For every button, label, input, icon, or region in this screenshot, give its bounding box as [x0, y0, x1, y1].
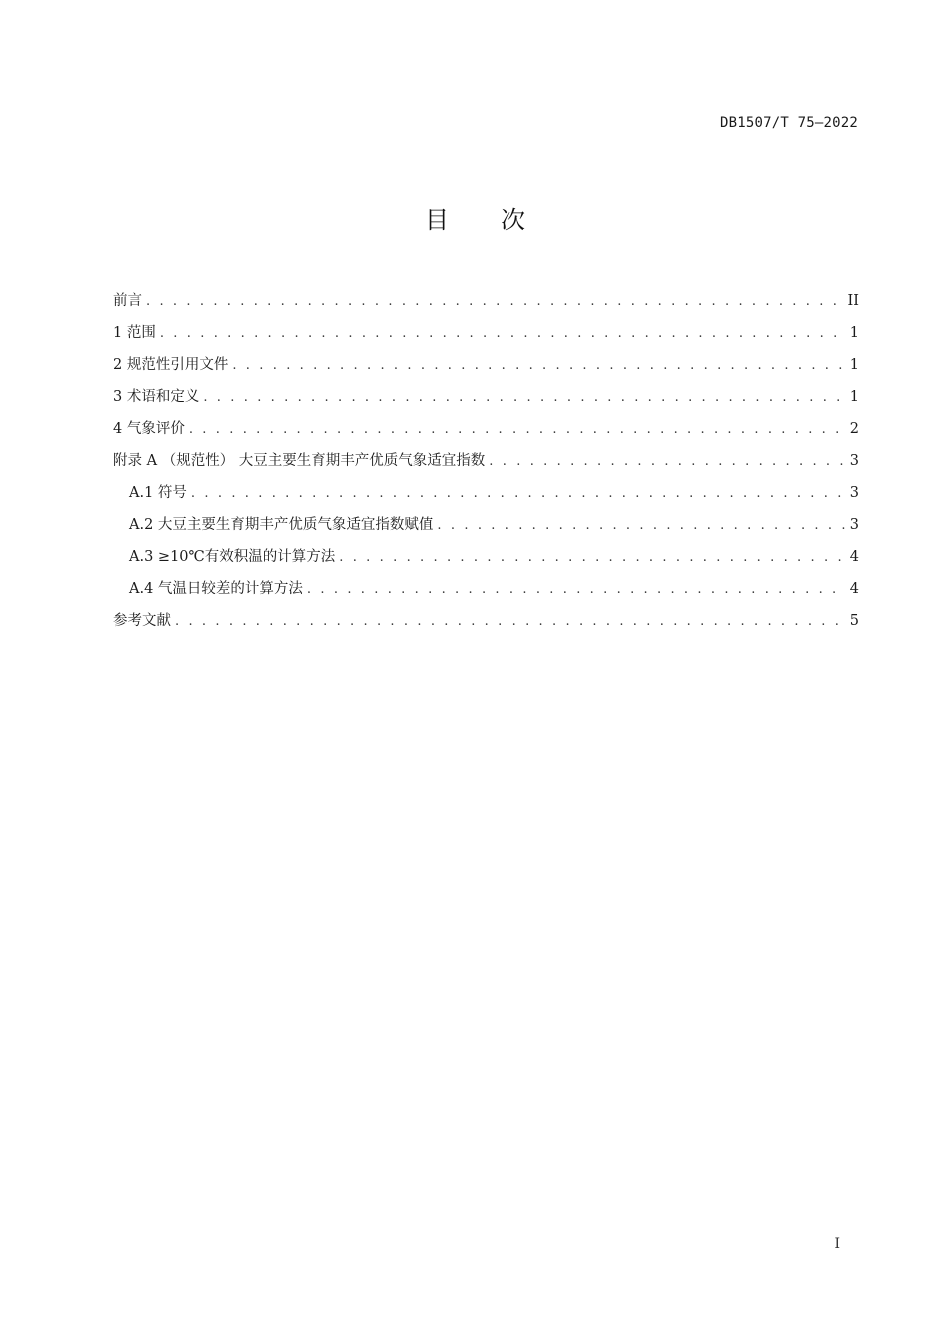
toc-entry-label: 附录 A （规范性） 大豆主要生育期丰产优质气象适宜指数	[113, 453, 486, 469]
toc-entry-page: 4	[849, 549, 859, 565]
table-of-contents	[113, 285, 859, 637]
toc-dot-leader	[232, 350, 845, 382]
toc-dot-leader	[189, 414, 846, 446]
document-code: DB1507/T 75—2022	[719, 115, 858, 131]
toc-entry-evaluation[interactable]	[113, 413, 859, 445]
toc-entry-page: 1	[849, 389, 859, 405]
toc-dot-leader	[146, 286, 844, 318]
toc-entry-label: 1 范围	[113, 325, 156, 341]
toc-entry-a4[interactable]	[113, 573, 859, 605]
toc-entry-page: 1	[849, 325, 859, 341]
toc-entry-label: A.3 ≥10℃有效积温的计算方法	[129, 549, 336, 565]
toc-entry-label: A.2 大豆主要生育期丰产优质气象适宜指数赋值	[129, 517, 434, 533]
toc-dot-leader	[489, 446, 845, 478]
toc-entry-label: A.1 符号	[129, 485, 187, 501]
toc-entry-foreword[interactable]	[113, 285, 859, 317]
toc-dot-leader	[160, 318, 846, 350]
toc-entry-scope[interactable]	[113, 317, 859, 349]
toc-entry-a3[interactable]	[113, 541, 859, 573]
toc-entry-label: A.4 气温日较差的计算方法	[129, 581, 303, 597]
toc-entry-a2[interactable]	[113, 509, 859, 541]
toc-entry-label: 参考文献	[113, 613, 171, 629]
toc-entry-label: 4 气象评价	[113, 421, 185, 437]
toc-entry-normative-references[interactable]	[113, 349, 859, 381]
title-char-1: 目	[425, 206, 449, 234]
toc-entry-page: 3	[849, 485, 859, 501]
page-number: I	[834, 1236, 840, 1252]
toc-dot-leader	[307, 574, 846, 606]
toc-dot-leader	[437, 510, 845, 542]
toc-dot-leader	[203, 382, 845, 414]
toc-entry-page: 5	[849, 613, 859, 629]
toc-entry-references[interactable]	[113, 605, 859, 637]
toc-entry-page: II	[847, 293, 859, 309]
page-title	[0, 200, 950, 235]
toc-entry-label: 2 规范性引用文件	[113, 357, 229, 373]
toc-entry-a1[interactable]	[113, 477, 859, 509]
toc-dot-leader	[339, 542, 846, 574]
toc-entry-label: 3 术语和定义	[113, 389, 200, 405]
title-char-2: 次	[501, 206, 525, 234]
toc-entry-appendix-a[interactable]	[113, 445, 859, 477]
toc-entry-page: 3	[849, 517, 859, 533]
toc-entry-terms[interactable]	[113, 381, 859, 413]
toc-entry-page: 2	[849, 421, 859, 437]
toc-entry-page: 4	[849, 581, 859, 597]
toc-entry-label: 前言	[113, 293, 142, 309]
toc-dot-leader	[191, 478, 846, 510]
toc-dot-leader	[175, 606, 846, 638]
toc-entry-page: 1	[849, 357, 859, 373]
toc-entry-page: 3	[849, 453, 859, 469]
